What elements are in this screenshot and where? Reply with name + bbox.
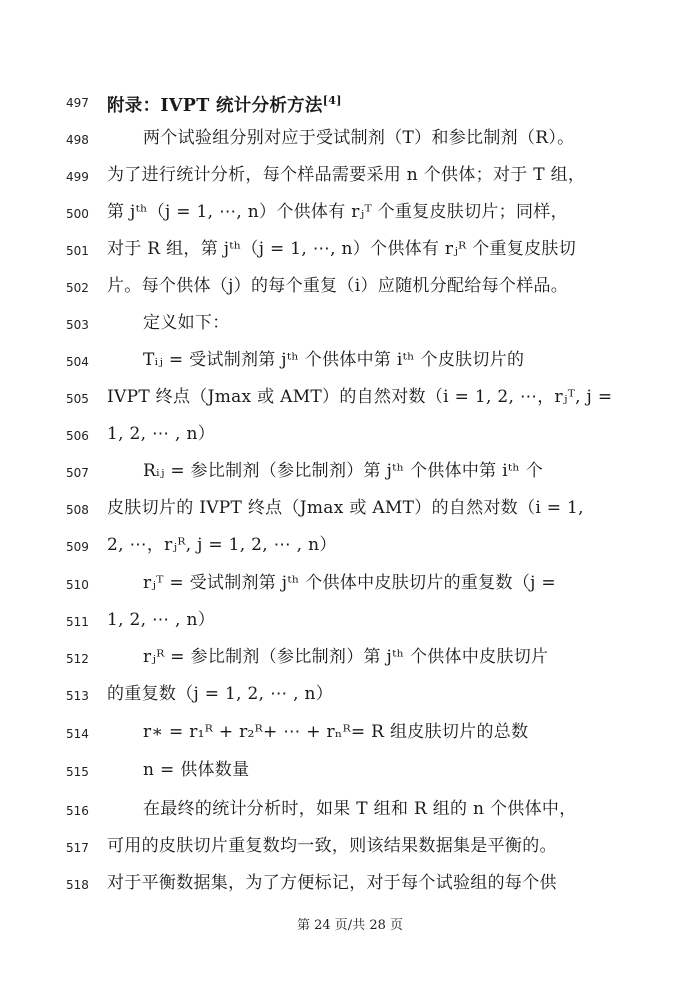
line-508 bbox=[0, 491, 700, 527]
line-number: 507 bbox=[66, 466, 89, 480]
line-509 bbox=[0, 528, 700, 564]
line-number: 502 bbox=[66, 281, 89, 295]
definition-text: n = 供体数量 bbox=[143, 760, 250, 780]
line-number: 500 bbox=[66, 207, 89, 221]
body-text: 2, ⋯，rⱼᴿ, j = 1, 2, ⋯ , n） bbox=[107, 535, 337, 555]
line-499 bbox=[0, 158, 700, 194]
definition-text: Tᵢⱼ = 受试制剂第 jᵗʰ 个供体中第 iᵗʰ 个皮肤切片的 bbox=[143, 350, 525, 370]
line-500 bbox=[0, 195, 700, 231]
line-510 bbox=[0, 566, 700, 602]
line-number: 505 bbox=[66, 392, 89, 406]
line-503 bbox=[0, 306, 700, 342]
line-505 bbox=[0, 380, 700, 416]
line-number: 499 bbox=[66, 170, 89, 184]
line-number: 513 bbox=[66, 689, 89, 703]
line-497 bbox=[0, 84, 700, 120]
definition-text: rⱼᴿ = 参比制剂（参比制剂）第 jᵗʰ 个供体中皮肤切片 bbox=[143, 647, 549, 667]
definition-text: rⱼᵀ = 受试制剂第 jᵗʰ 个供体中皮肤切片的重复数（j = bbox=[143, 573, 556, 593]
body-text: 皮肤切片的 IVPT 终点（Jmax 或 AMT）的自然对数（i = 1, bbox=[107, 498, 584, 518]
line-number: 497 bbox=[66, 96, 89, 110]
line-517 bbox=[0, 829, 700, 865]
line-number: 511 bbox=[66, 615, 89, 629]
line-506 bbox=[0, 417, 700, 453]
body-text: 两个试验组分别对应于受试制剂（T）和参比制剂（R）。 bbox=[143, 128, 575, 148]
line-number: 503 bbox=[66, 318, 89, 332]
line-498 bbox=[0, 121, 700, 157]
line-number: 512 bbox=[66, 652, 89, 666]
line-number: 509 bbox=[66, 540, 89, 554]
line-number: 518 bbox=[66, 878, 89, 892]
body-text: 对于平衡数据集，为了方便标记，对于每个试验组的每个供 bbox=[107, 873, 557, 893]
line-number: 498 bbox=[66, 133, 89, 147]
line-number: 510 bbox=[66, 578, 89, 592]
line-513 bbox=[0, 677, 700, 713]
body-text: 定义如下： bbox=[143, 313, 230, 333]
line-501 bbox=[0, 232, 700, 268]
line-507 bbox=[0, 454, 700, 490]
line-number: 506 bbox=[66, 429, 89, 443]
line-number: 517 bbox=[66, 841, 89, 855]
heading-text: 附录：IVPT 统计分析方法 bbox=[107, 95, 323, 116]
line-number: 514 bbox=[66, 727, 89, 741]
reference-mark: [4] bbox=[322, 94, 342, 107]
line-512 bbox=[0, 640, 700, 676]
body-text: 1, 2, ⋯ , n） bbox=[107, 424, 216, 444]
body-text: 1, 2, ⋯ , n） bbox=[107, 610, 216, 630]
body-text: 可用的皮肤切片重复数均一致，则该结果数据集是平衡的。 bbox=[107, 836, 557, 856]
line-number: 504 bbox=[66, 355, 89, 369]
line-514 bbox=[0, 715, 700, 751]
body-text: IVPT 终点（Jmax 或 AMT）的自然对数（i = 1, 2, ⋯，rⱼᵀ, j = bbox=[107, 387, 613, 407]
body-text: 片。每个供体（j）的每个重复（i）应随机分配给每个样品。 bbox=[107, 276, 569, 296]
body-text: 的重复数（j = 1, 2, ⋯ , n） bbox=[107, 684, 334, 704]
line-504 bbox=[0, 343, 700, 379]
line-502 bbox=[0, 269, 700, 305]
line-515 bbox=[0, 753, 700, 789]
definition-text: Rᵢⱼ = 参比制剂（参比制剂）第 jᵗʰ 个供体中第 iᵗʰ 个 bbox=[143, 461, 544, 481]
body-text: 在最终的统计分析时，如果 T 组和 R 组的 n 个供体中， bbox=[143, 799, 577, 819]
page-footer: 第 24 页/共 28 页 bbox=[297, 918, 403, 933]
body-text: 为了进行统计分析，每个样品需要采用 n 个供体；对于 T 组， bbox=[107, 165, 586, 185]
body-text: 第 jᵗʰ（j = 1, ⋯, n）个供体有 rⱼᵀ 个重复皮肤切片；同样， bbox=[107, 202, 568, 222]
appendix-heading bbox=[107, 88, 604, 119]
line-516 bbox=[0, 792, 700, 828]
line-number: 501 bbox=[66, 244, 89, 258]
line-511 bbox=[0, 603, 700, 639]
definition-text: r∗ = r₁ᴿ + r₂ᴿ+ ⋯ + rₙᴿ= R 组皮肤切片的总数 bbox=[143, 722, 529, 742]
body-text: 对于 R 组，第 jᵗʰ（j = 1, ⋯, n）个供体有 rⱼᴿ 个重复皮肤切 bbox=[107, 239, 577, 259]
line-number: 508 bbox=[66, 503, 89, 517]
line-number: 515 bbox=[66, 765, 89, 779]
line-518 bbox=[0, 866, 700, 902]
line-number: 516 bbox=[66, 804, 89, 818]
